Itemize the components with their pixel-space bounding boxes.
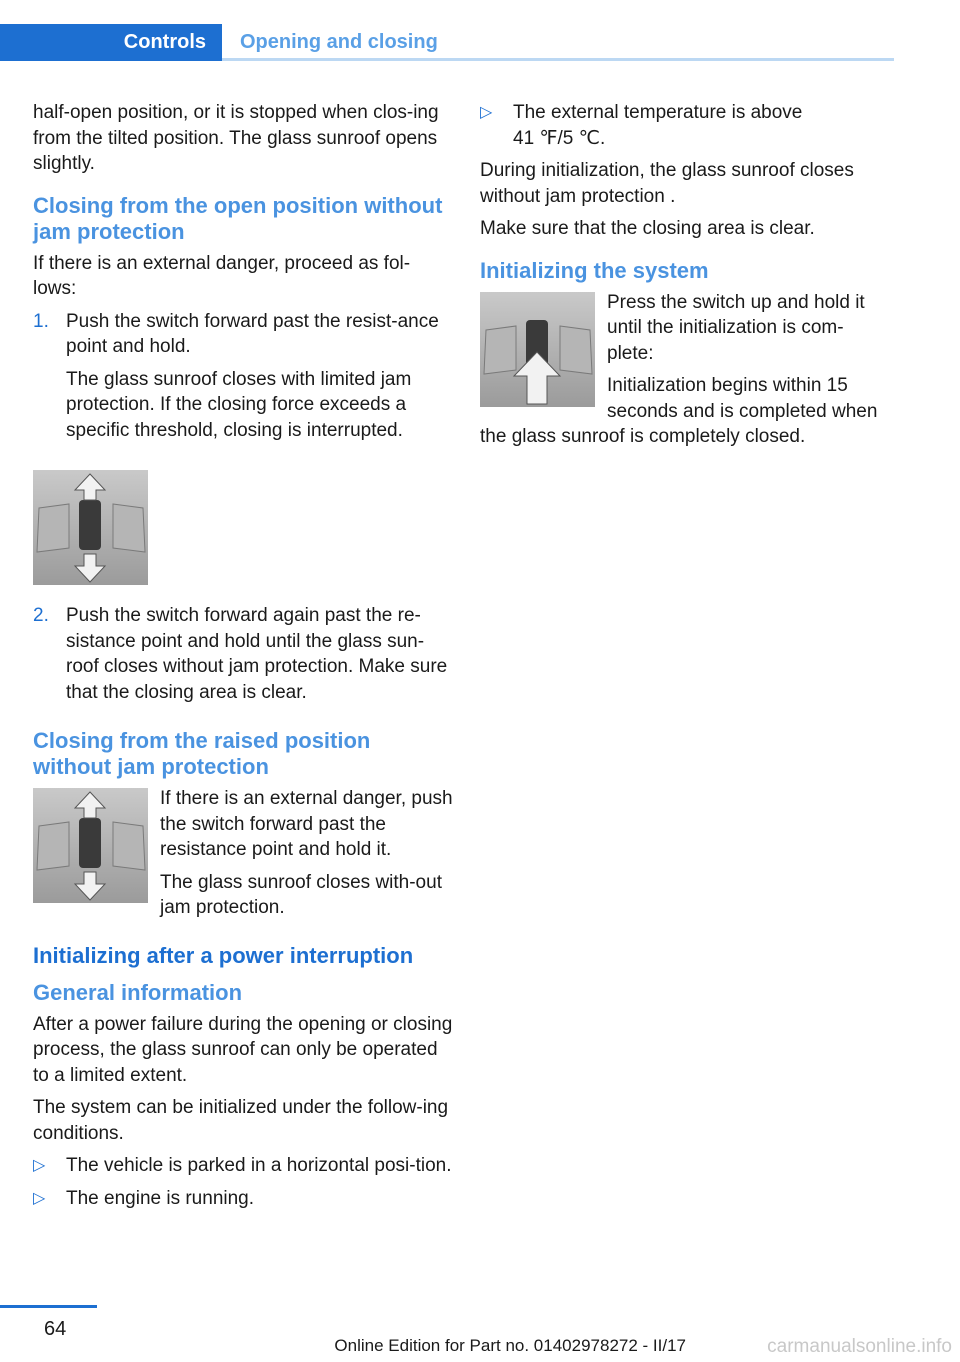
section-heading-general-information: General information <box>33 979 243 1005</box>
tab-opening-and-closing[interactable]: Opening and closing <box>240 31 438 53</box>
left-column <box>33 100 453 1218</box>
condition-bullet-2 <box>33 1186 453 1212</box>
switch-forward-back-illustration-2 <box>33 788 148 903</box>
page-header <box>0 0 960 64</box>
section1-intro: If there is an external danger, proceed as fol-lows: <box>33 252 411 299</box>
switch-forward-back-illustration <box>33 470 148 585</box>
bullet-text: The vehicle is parked in a horizontal posi-tion. <box>66 1155 452 1176</box>
triangle-bullet-icon: ▷ <box>480 104 493 121</box>
step-number: 2. <box>33 605 49 626</box>
bullet-text: The engine is running. <box>66 1187 255 1209</box>
section2-paragraph-2: The glass sunroof closes with-out jam protection. <box>160 871 442 918</box>
step-2-text: Push the switch forward again past the re-sistance point and hold until the glass sun-roof closes without jam protection. Make sure that the closing area is clear. <box>66 605 448 703</box>
triangle-bullet-icon: ▷ <box>33 1189 46 1207</box>
triangle-bullet-icon: ▷ <box>33 1157 46 1174</box>
step-1-text: Push the switch forward past the resist-ance point and hold. <box>66 310 439 357</box>
general-info-paragraph-1: After a power failure during the opening or closing process, the glass sunroof can only be operated to a limited extent. <box>33 1013 453 1086</box>
right-column <box>480 100 880 457</box>
intro-paragraph: half-open position, or it is stopped when clos-ing from the tilted position. The glass sunroof opens slightly. <box>33 102 439 174</box>
initialization-paragraph-2: Make sure that the closing area is clear. <box>480 218 815 239</box>
watermark: carmanualsonline.info <box>767 1336 952 1357</box>
initialization-paragraph-1: During initialization, the glass sunroof closes without jam protection . <box>480 160 854 207</box>
page-number: 64 <box>44 1318 67 1340</box>
edition-footer: Online Edition for Part no. 01402978272 - II/17 <box>334 1336 686 1355</box>
condition-bullet-1 <box>33 1153 453 1179</box>
section-heading-initializing: Initializing after a power interruption <box>33 942 414 968</box>
step-number: 1. <box>33 310 49 332</box>
initialize-detail: Initialization begins within 15 seconds and is completed when the glass sunroof is completely closed. <box>480 375 878 447</box>
step-1 <box>33 309 453 451</box>
section-heading-raised-position: Closing from the raised position without jam protection <box>33 728 371 779</box>
section-heading-open-position: Closing from the open position without jam protection <box>33 192 443 244</box>
bullet-text: The external temperature is above <box>513 102 803 123</box>
switch-up-illustration <box>480 292 595 407</box>
step-2 <box>33 603 453 712</box>
section-heading-initializing-system: Initializing the system <box>480 257 709 283</box>
bullet-text-group <box>513 100 802 151</box>
step-1-detail: The glass sunroof closes with limited jam protection. If the closing force exceeds a specific threshold, closing is interrupted. <box>66 368 412 441</box>
general-info-paragraph-2: The system can be initialized under the follow-ing conditions. <box>33 1097 449 1144</box>
header-divider <box>222 58 894 61</box>
footer-divider <box>0 1305 97 1308</box>
tab-controls[interactable]: Controls <box>0 24 222 61</box>
condition-bullet-3 <box>480 100 880 151</box>
temperature-value: 41 ℉/5 ℃. <box>513 127 606 149</box>
initialize-instruction: Press the switch up and hold it until the initialization is com-plete: <box>607 291 865 364</box>
section2-paragraph-1: If there is an external danger, push the switch forward past the resistance point and hold it. <box>160 788 453 860</box>
